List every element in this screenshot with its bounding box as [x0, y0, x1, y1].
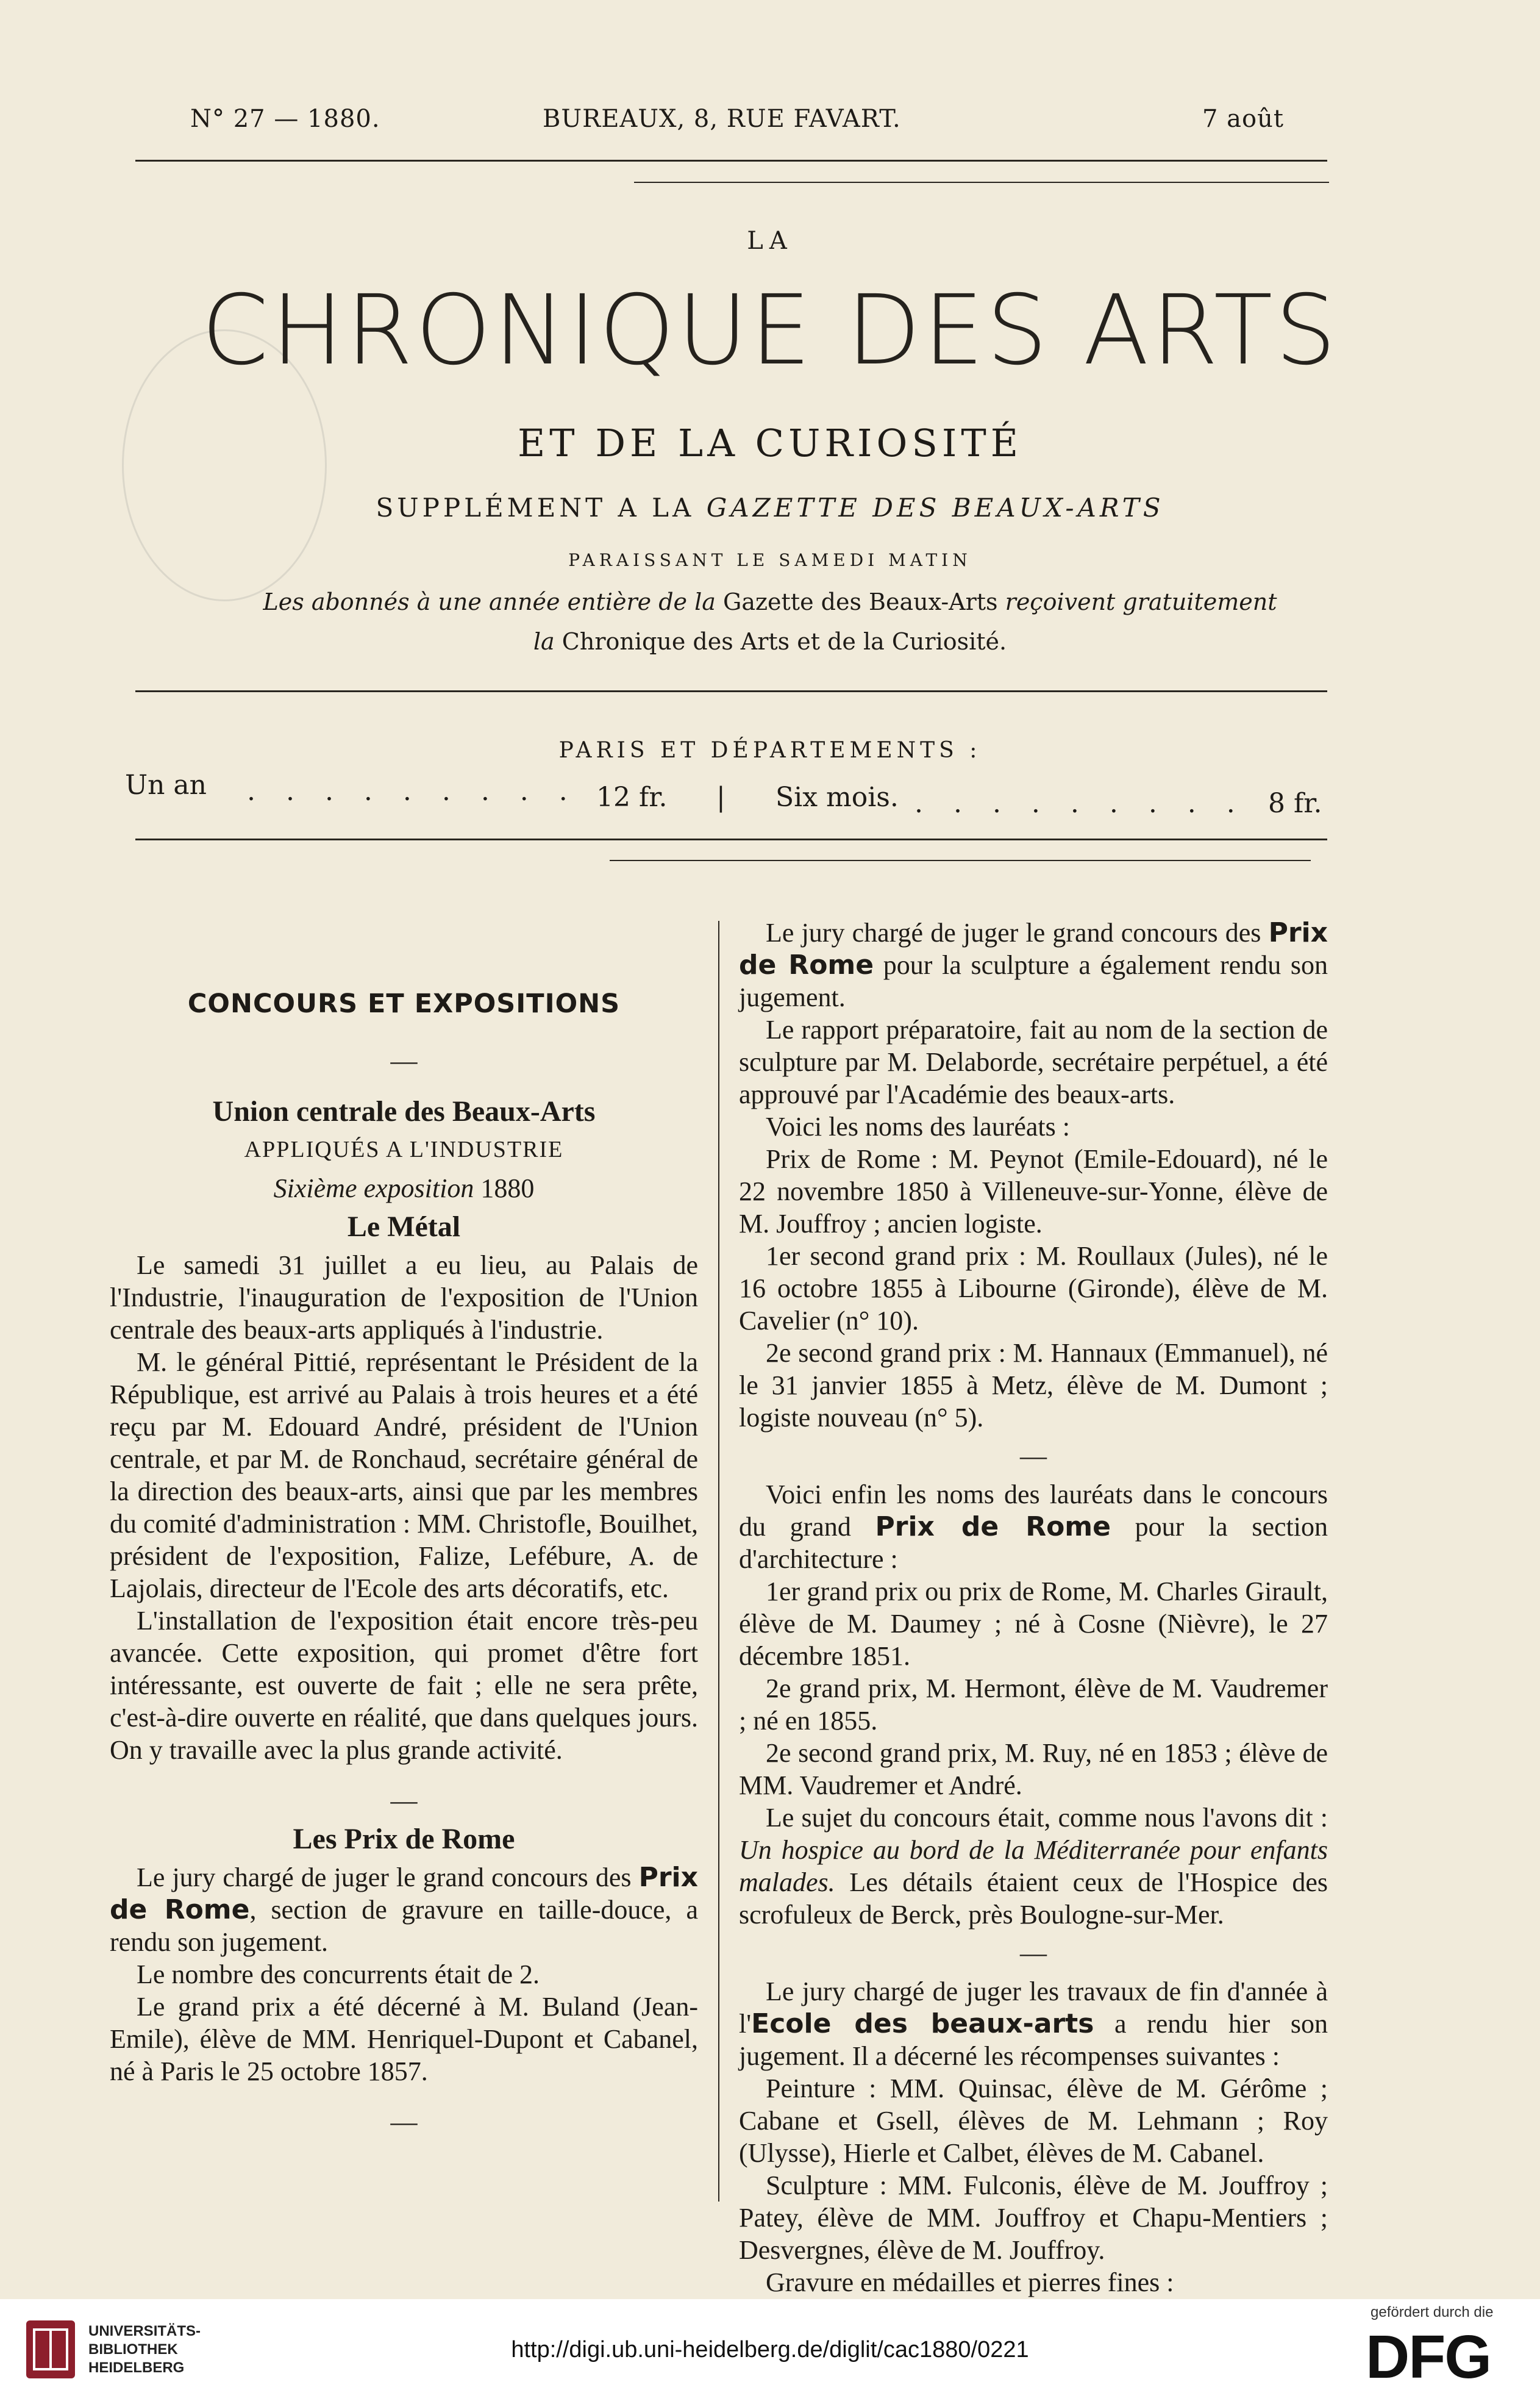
subscription-six-label: Six mois. — [775, 782, 899, 813]
schedule-line: PARAISSANT LE SAMEDI MATIN — [568, 550, 972, 570]
library-name-line: UNIVERSITÄTS- — [88, 2323, 201, 2339]
notice-line-2 — [0, 628, 1540, 655]
paragraph: Sculpture : MM. Fulconis, élève de M. Jouffroy ; Patey, élève de MM. Jouffroy et Chapu-Mentiers ; Desvergnes, élève de M. Jouffroy. — [739, 2170, 1328, 2265]
paragraph: 1er grand prix ou prix de Rome, M. Charles Girault, élève de M. Daumey ; né à Cosne (Nièvre), le 27 décembre 1851. — [739, 1576, 1328, 1671]
subscription-separator: | — [716, 782, 725, 813]
notice-text: Les abonnés à une année entière de la — [263, 588, 716, 615]
paragraph: Prix de Rome : M. Peynot (Emile-Edouard), né le 22 novembre 1850 à Villeneuve-sur-Yonne, élève de M. Jouffroy ; ancien logiste. — [739, 1144, 1328, 1239]
paragraph-text: a rendu hier son jugement. Il a décerné les récompenses suivantes : — [739, 2009, 1328, 2071]
paragraph: 2e grand prix, M. Hermont, élève de M. Vaudremer ; né en 1855. — [739, 1673, 1328, 1736]
divider-dash: — — [390, 1786, 418, 1816]
left-column — [110, 964, 698, 2144]
subscription-dots: . . . . . . . . . — [247, 776, 579, 807]
paragraph-text: Le jury chargé de juger les travaux de fin d'année à l' — [739, 1977, 1328, 2039]
paragraph — [739, 917, 1328, 1014]
paragraph: Le samedi 31 juillet a eu lieu, au Palais de l'Industrie, l'inauguration de l'exposition de l'Union centrale des beaux-arts appliqués à l'industrie. — [110, 1250, 698, 1345]
prix-de-rome-bold: Prix de Rome — [875, 1511, 1111, 1542]
notice-line-1 — [0, 588, 1540, 615]
supplement-gazette: GAZETTE DES BEAUX-ARTS — [706, 493, 1164, 523]
subscription-dots: . . . . . . . . . — [914, 788, 1246, 819]
offices-address: BUREAUX, 8, RUE FAVART. — [543, 105, 901, 133]
dfg-logo: DFG — [1366, 2323, 1491, 2391]
subscription-year-label: Un an — [125, 770, 207, 801]
right-column — [739, 917, 1328, 2298]
paragraph-text: Le jury chargé de juger le grand concours des — [766, 918, 1261, 948]
union-exposition-label: Sixième exposition — [273, 1173, 474, 1203]
paragraph: Gravure en médailles et pierres fines : — [766, 2267, 1174, 2297]
paragraph-text: Les détails étaient ceux de l'Hospice des scrofuleux de Berck, près Boulogne-sur-Mer. — [739, 1867, 1328, 1930]
paragraph: 1er second grand prix : M. Roullaux (Jules), né le 16 octobre 1855 à Libourne (Gironde), élève de M. Cavelier (n° 10). — [739, 1241, 1328, 1336]
paragraph: 2e second grand prix, M. Ruy, né en 1853 ; élève de MM. Vaudremer et André. — [739, 1738, 1328, 1800]
paragraph: Le rapport préparatoire, fait au nom de la section de sculpture par M. Delaborde, secrétaire perpétuel, a été approuvé par l'Académie des beaux-arts. — [739, 1015, 1328, 1109]
subscription-rule-thin — [610, 860, 1311, 861]
divider-dash: — — [1020, 1938, 1047, 1968]
masthead-rule — [135, 690, 1327, 692]
paragraph: L'installation de l'exposition était encore très-peu avancée. Cette exposition, qui promet d'être fort intéressante, est ouverte de fait ; elle ne sera prête, c'est-à-dire ouverte en réalité, que dans quelques jours. On y travaille avec la plus grande activité. — [110, 1606, 698, 1765]
subscription-heading: PARIS ET DÉPARTEMENTS : — [558, 738, 982, 763]
prix-de-rome-bold: Prix de Rome — [110, 1862, 699, 1925]
paragraph-text: Le jury chargé de juger le grand concours des — [137, 1862, 632, 1892]
section-heading: CONCOURS ET EXPOSITIONS — [187, 989, 621, 1019]
notice-text: la — [533, 628, 555, 655]
header-rule-thin — [634, 182, 1329, 183]
paragraph: Le grand prix a été décerné à M. Buland (Jean-Emile), élève de MM. Henriquel-Dupont et Cabanel, né à Paris le 25 octobre 1857. — [110, 1992, 698, 2086]
prix-title: Les Prix de Rome — [293, 1823, 515, 1855]
union-exposition — [110, 1172, 698, 1204]
masthead-subtitle: ET DE LA CURIOSITÉ — [518, 421, 1022, 465]
paragraph-text: Le sujet du concours était, comme nous l'avons dit : — [766, 1803, 1328, 1833]
divider-dash: — — [390, 2107, 418, 2137]
subscription-six-price: 8 fr. — [1268, 788, 1322, 819]
supplement-prefix: SUPPLÉMENT A LA — [376, 493, 695, 523]
paragraph: Le nombre des concurrents était de 2. — [137, 1959, 540, 1989]
masthead-title: CHRONIQUE DES ARTS — [201, 274, 1339, 387]
paragraph: Peinture : MM. Quinsac, élève de M. Gérôme ; Cabane et Gsell, élèves de M. Lehmann ; Roy (Ulysse), Hierle et Calbet, élèves de M. Cabanel. — [739, 2073, 1328, 2168]
header-rule — [135, 160, 1327, 162]
paragraph: M. le général Pittié, représentant le Président de la République, est arrivé au Palais à trois heures et a été reçu par M. Edouard André, président de l'Union centrale, et par M. de Ronchaud, secrétaire général de la direction des beaux-arts, ainsi que par les membres du comité d'administration : MM. Christofle, Bouilhet, président de l'exposition, Falize, Lefébure, A. de Lajolais, directeur de l'Ecole des arts décoratifs, etc. — [110, 1347, 698, 1603]
divider-dash: — — [1020, 1441, 1047, 1471]
supplement-line — [0, 493, 1540, 523]
library-name-line: BIBLIOTHEK — [88, 2341, 178, 2358]
paragraph — [739, 1975, 1328, 2072]
column-divider — [718, 921, 719, 2202]
permalink-url[interactable]: http://digi.ub.uni-heidelberg.de/diglit/cac1880/0221 — [511, 2337, 1029, 2363]
metal-title: Le Métal — [347, 1211, 461, 1243]
paragraph — [739, 1478, 1328, 1575]
paragraph-text: Voici enfin les noms des lauréats dans le concours du grand — [739, 1479, 1328, 1542]
paragraph — [110, 1861, 698, 1958]
library-name-line: HEIDELBERG — [88, 2359, 185, 2376]
paragraph-text: , section de gravure en taille-douce, a rendu son jugement. — [110, 1895, 698, 1957]
ecole-bold: Ecole des beaux-arts — [751, 2008, 1094, 2039]
prix-de-rome-bold: Prix de Rome — [739, 917, 1328, 981]
notice-text: reçoivent gratuitement — [1005, 588, 1277, 615]
subscription-rule — [135, 839, 1327, 840]
masthead-la: LA — [747, 227, 793, 255]
funding-note: gefördert durch die — [1371, 2304, 1494, 2320]
divider-dash: — — [390, 1046, 418, 1076]
paragraph-text: pour la sculpture a également rendu son jugement. — [739, 950, 1328, 1012]
paragraph-text: pour la section d'architecture : — [739, 1512, 1328, 1574]
paragraph: 2e second grand prix : M. Hannaux (Emmanuel), né le 31 janvier 1855 à Metz, élève de M. Dumont ; logiste nouveau (n° 5). — [739, 1338, 1328, 1433]
issue-number: N° 27 — 1880. — [190, 105, 380, 133]
union-exposition-year: 1880 — [480, 1173, 535, 1203]
subject-italic: Un hospice au bord de la Méditerranée pour enfants malades. — [739, 1835, 1328, 1897]
paragraph — [739, 1801, 1328, 1931]
issue-date: 7 août — [1202, 105, 1284, 133]
union-subtitle: APPLIQUÉS A L'INDUSTRIE — [244, 1137, 564, 1162]
paragraph: Voici les noms des lauréats : — [766, 1112, 1070, 1142]
notice-chronique: Chronique des Arts et de la Curiosité. — [561, 628, 1007, 655]
subscription-year-price: 12 fr. — [596, 782, 668, 813]
union-title: Union centrale des Beaux-Arts — [212, 1095, 596, 1128]
notice-gazette: Gazette des Beaux-Arts — [723, 588, 998, 615]
